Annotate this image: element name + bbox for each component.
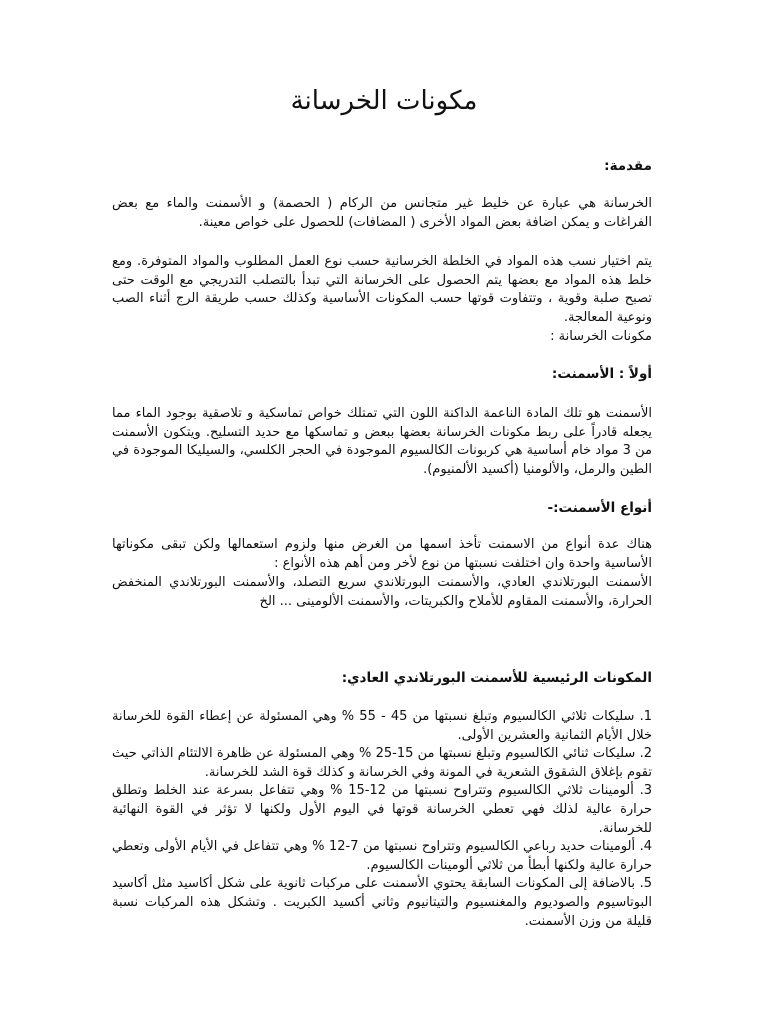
main-components-list	[112, 708, 652, 931]
intro-paragraph-1: الخرسانة هي عبارة عن خليط غير متجانس من الركام ( الحصمة) و الأسمنت والماء مع بعض الفراغات و يمكن اضافة بعض المواد الأخرى ( المضافات) للحصول على خواص معينة.	[112, 196, 652, 230]
list-item: 2. سليكات ثنائي الكالسيوم وتبلغ نسبتها من 15-25 % وهي المسئولة عن ظاهرة الالتئام الذاتي حيث تقوم بإغلاق الشقوق الشعرية في المونة وفي الخرسانة و كذلك قوة الشد للخرسانة.	[112, 746, 653, 780]
list-item: 5. بالاضافة إلى المكونات السابقة يحتوي الأسمنت على مركبات ثانوية على شكل أكاسيد مثل أكاسيد البوتاسيوم والصوديوم والمغنسيوم والتيتانيوم وثاني أكسيد الكبريت . وتشكل هذه المركبات نسبة قليلة من وزن الأسمنت.	[112, 876, 652, 929]
intro-heading: مقدمة:	[604, 158, 652, 174]
page-title: مكونات الخرسانة	[290, 86, 478, 116]
cement-paragraph: الأسمنت هو تلك المادة الناعمة الداكنة اللون التي تمتلك خواص تماسكية و تلاصقية بوجود الماء مما يجعله قادراً على ربط مكونات الخرسانة بعضها ببعض و تماسكها مع حديد التسليح. ويتكون الأسمنت من 3 مواد خام أساسية هي كربونات الكالسيوم الموجودة في الحجر الكلسي، والسيليكا الموجودة في الطين والرمل، والألومنيا (أكسيد الألمنيوم).	[112, 406, 652, 477]
list-item: 1. سليكات ثلاثي الكالسيوم وتبلغ نسبتها من 45 - 55 % وهي المسئولة عن إعطاء القوة للخرسانة خلال الأيام الثمانية والعشرين الأولى.	[112, 709, 652, 743]
cement-types-paragraph-1: هناك عدة أنواع من الاسمنت تأخذ اسمها من الغرض منها ولزوم استعمالها ولكن تبقى مكوناتها الأساسية واحدة وان اختلفت نسبتها من نوع لأخر ومن أهم هذه الأنواع :	[112, 537, 652, 571]
cement-heading: أولاً : الأسمنت:	[551, 366, 652, 382]
cement-types-paragraph-2: الأسمنت البورتلاندي العادي، والأسمنت البورتلاندي سريع التصلد، والأسمنت البورتلاندي المنخفض الحرارة، والأسمنت المقاوم للأملاح والكبريتات، والأسمنت الألومينى ... الخ	[112, 575, 652, 609]
main-components-heading: المكونات الرئيسية للأسمنت البورتلاندي العادي:	[341, 670, 652, 686]
cement-types-heading: أنواع الأسمنت:-	[547, 500, 652, 516]
list-item: 3. ألومينات ثلاثي الكالسيوم وتتراوح نسبتها من 12-15 % وهي تتفاعل بسرعة عند الخلط وتطلق حرارة عالية لذلك فهي تعطي الخرسانة قوتها في اليوم الأول ولكنها لا تؤثر في القوة النهائية للخرسانة.	[112, 783, 652, 836]
list-item: 4. ألومينات حديد رباعي الكالسيوم وتتراوح نسبتها من 7-12 % وهي تتفاعل في الأيام الأولى وتعطي حرارة عالية ولكنها أبطأ من ثلاثي ألومينات الكالسيوم.	[112, 839, 652, 873]
intro-components-line: مكونات الخرسانة :	[550, 329, 652, 344]
intro-paragraph-2: يتم اختيار نسب هذه المواد في الخلطة الخرسانية حسب نوع العمل المطلوب والمواد المتوفرة. ومع خلط هذه المواد مع بعضها يتم الحصول على الخرسانة التي تبدأ بالتصلب التدريجي مع الوقت حتى تصبح صلبة وقوية ، وتتفاوت قوتها حسب المكونات الأساسية وكذلك حسب طريقة الرج أثناء الصب ونوعية المعالجة.	[112, 254, 652, 325]
